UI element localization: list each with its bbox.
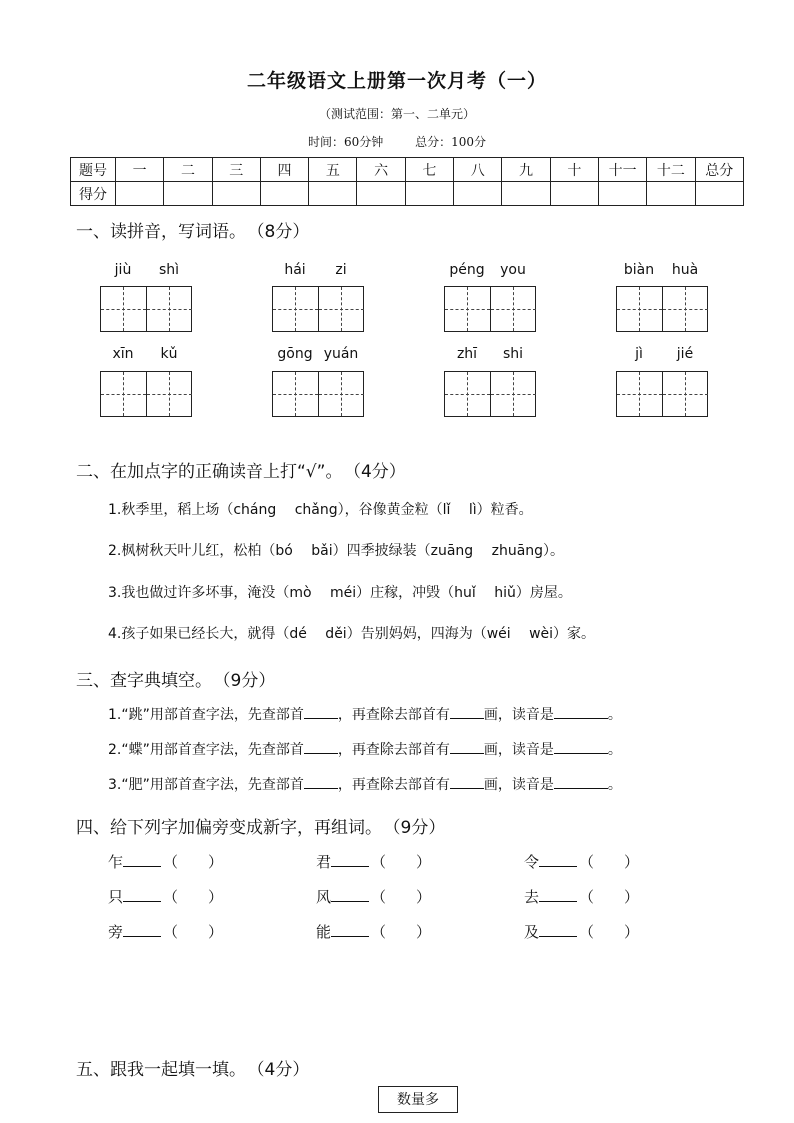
- base-character: 令: [524, 853, 540, 871]
- section-3-heading: [76, 666, 275, 691]
- character-writing-grid[interactable]: [444, 286, 536, 332]
- total-score-label: 总分：100分: [415, 135, 486, 149]
- new-character-blank[interactable]: [331, 922, 369, 937]
- word-answer-parens[interactable]: （ ）: [579, 923, 640, 941]
- pinyin-syllable: yuán: [323, 346, 359, 362]
- writing-cell[interactable]: [319, 372, 364, 416]
- score-cell: 一: [116, 158, 164, 182]
- character-writing-grid[interactable]: [272, 286, 364, 332]
- stroke-count-blank[interactable]: [450, 739, 484, 754]
- new-character-blank[interactable]: [123, 852, 161, 867]
- new-character-blank[interactable]: [539, 852, 577, 867]
- guide-line: [319, 394, 364, 395]
- section-5-title: 五、跟我一起填一填。: [76, 1060, 246, 1080]
- question-text: 。: [607, 742, 622, 758]
- score-cell: 四: [260, 158, 308, 182]
- writing-cell[interactable]: [319, 287, 364, 331]
- base-character: 乍: [108, 853, 124, 871]
- stroke-count-blank[interactable]: [450, 774, 484, 789]
- quantity-box-label: 数量多: [378, 1086, 458, 1113]
- base-character: 及: [524, 923, 540, 941]
- writing-cell[interactable]: [273, 287, 319, 331]
- guide-line: [663, 309, 708, 310]
- pinyin-syllable: kǔ: [160, 346, 178, 362]
- score-cell: 十: [550, 158, 598, 182]
- writing-cell[interactable]: [147, 372, 192, 416]
- section-1-points: （8分）: [256, 222, 310, 242]
- score-input-cell[interactable]: [116, 182, 164, 206]
- section-2-points: （4分）: [352, 462, 406, 482]
- question-text: 画，读音是: [483, 742, 554, 758]
- new-character-blank[interactable]: [123, 922, 161, 937]
- guide-line: [273, 309, 318, 310]
- score-cell: 三: [212, 158, 260, 182]
- score-input-cell[interactable]: [695, 182, 743, 206]
- radical-item: [524, 851, 639, 872]
- writing-cell[interactable]: [491, 287, 536, 331]
- section-3-title: 三、查字典填空。: [76, 671, 212, 691]
- guide-line: [491, 394, 536, 395]
- question-text: 画，读音是: [483, 707, 554, 723]
- exam-meta: [0, 133, 794, 150]
- radical-item: [108, 921, 223, 942]
- radical-blank[interactable]: [304, 774, 338, 789]
- pinyin-syllable: xīn: [112, 346, 134, 362]
- score-input-cell[interactable]: [502, 182, 550, 206]
- score-cell: 八: [454, 158, 502, 182]
- new-character-blank[interactable]: [331, 887, 369, 902]
- radical-item: [524, 921, 639, 942]
- score-input-cell[interactable]: [454, 182, 502, 206]
- score-input-cell[interactable]: [164, 182, 212, 206]
- guide-line: [445, 309, 490, 310]
- guide-line: [273, 394, 318, 395]
- score-cell: 六: [357, 158, 405, 182]
- section-1-heading: [76, 217, 309, 242]
- pronunciation-question[interactable]: 1.秋季里，稻上场（cháng chǎng），谷像黄金粒（lǐ lì）粒香。: [108, 502, 533, 518]
- writing-cell[interactable]: [101, 372, 147, 416]
- question-text: 。: [607, 777, 622, 793]
- score-cell: 五: [309, 158, 357, 182]
- writing-cell[interactable]: [101, 287, 147, 331]
- section-5-points: （4分）: [256, 1060, 310, 1080]
- pronunciation-question[interactable]: 3.我也做过许多坏事，淹没（mò méi）庄稼，冲毁（huǐ hiǔ）房屋。: [108, 585, 572, 601]
- score-cell: 九: [502, 158, 550, 182]
- score-input-cell[interactable]: [405, 182, 453, 206]
- score-table-score-row: [71, 182, 744, 206]
- score-table: [70, 157, 744, 206]
- word-answer-parens[interactable]: （ ）: [371, 888, 432, 906]
- guide-line: [491, 309, 536, 310]
- pinyin-syllable: jì: [635, 346, 643, 362]
- base-character: 只: [108, 888, 124, 906]
- character-writing-grid[interactable]: [100, 371, 192, 417]
- pinyin-word: [272, 346, 364, 364]
- new-character-blank[interactable]: [539, 922, 577, 937]
- pinyin-syllable: jié: [676, 346, 694, 362]
- score-cell: 十二: [647, 158, 695, 182]
- score-cell: 十一: [598, 158, 646, 182]
- writing-cell[interactable]: [147, 287, 192, 331]
- guide-line: [319, 309, 364, 310]
- question-number: 3.: [108, 777, 122, 793]
- character-writing-grid[interactable]: [272, 371, 364, 417]
- score-cell: 二: [164, 158, 212, 182]
- question-text: 画，读音是: [483, 777, 554, 793]
- guide-line: [445, 394, 490, 395]
- pinyin-syllable: zhī: [456, 346, 478, 362]
- pinyin-word: [100, 346, 192, 364]
- radical-item: [316, 851, 431, 872]
- pinyin-syllable: huà: [671, 262, 699, 278]
- question-character: “跳”: [121, 707, 150, 723]
- dictionary-question: [108, 774, 622, 794]
- radical-item: [108, 886, 223, 907]
- score-input-cell[interactable]: [550, 182, 598, 206]
- pinyin-syllable: gōng: [277, 346, 313, 362]
- base-character: 君: [316, 853, 332, 871]
- section-2-title: 二、在加点字的正确读音上打“√”。: [76, 462, 343, 482]
- question-text: 用部首查字法，先查部首: [149, 742, 304, 758]
- character-writing-grid[interactable]: [616, 286, 708, 332]
- pinyin-syllable: jiù: [114, 262, 132, 278]
- guide-line: [617, 394, 662, 395]
- question-text: 用部首查字法，先查部首: [149, 777, 304, 793]
- pinyin-word: [100, 262, 192, 280]
- radical-blank[interactable]: [304, 739, 338, 754]
- question-number: 2.: [108, 742, 122, 758]
- question-text: 用部首查字法，先查部首: [149, 707, 304, 723]
- dictionary-question: [108, 704, 622, 724]
- guide-line: [147, 394, 192, 395]
- pronunciation-blank[interactable]: [554, 774, 608, 789]
- pinyin-syllable: zi: [335, 262, 347, 278]
- base-character: 能: [316, 923, 332, 941]
- pinyin-syllable: shi: [502, 346, 524, 362]
- section-3-points: （9分）: [222, 671, 276, 691]
- pronunciation-question[interactable]: 2.枫树秋天叶儿红，松柏（bó bǎi）四季披绿装（zuāng zhuāng）。: [108, 543, 565, 559]
- radical-item: [524, 886, 639, 907]
- pinyin-word: [444, 346, 536, 364]
- word-answer-parens[interactable]: （ ）: [163, 888, 224, 906]
- section-4-title: 四、给下列字加偏旁变成新字，再组词。: [76, 818, 382, 838]
- score-cell: 七: [405, 158, 453, 182]
- writing-cell[interactable]: [445, 372, 491, 416]
- pinyin-syllable: hái: [284, 262, 306, 278]
- pronunciation-question[interactable]: 4.孩子如果已经长大，就得（dé děi）告别妈妈，四海为（wéi wèi）家。: [108, 626, 596, 642]
- word-answer-parens[interactable]: （ ）: [163, 923, 224, 941]
- score-input-cell[interactable]: [212, 182, 260, 206]
- writing-cell[interactable]: [445, 287, 491, 331]
- pinyin-syllable: shì: [158, 262, 180, 278]
- writing-cell[interactable]: [663, 287, 708, 331]
- score-input-cell[interactable]: [598, 182, 646, 206]
- radical-item: [316, 886, 431, 907]
- character-writing-grid[interactable]: [444, 371, 536, 417]
- base-character: 风: [316, 888, 332, 906]
- guide-line: [101, 394, 146, 395]
- pronunciation-blank[interactable]: [554, 704, 608, 719]
- writing-cell[interactable]: [617, 287, 663, 331]
- score-input-cell[interactable]: [309, 182, 357, 206]
- word-answer-parens[interactable]: （ ）: [163, 853, 224, 871]
- pinyin-word: [616, 346, 708, 364]
- pinyin-syllable: péng: [449, 262, 485, 278]
- section-1-title: 一、读拼音，写词语。: [76, 222, 246, 242]
- score-input-cell[interactable]: [357, 182, 405, 206]
- section-2-heading: [76, 457, 406, 482]
- writing-cell[interactable]: [491, 372, 536, 416]
- base-character: 去: [524, 888, 540, 906]
- guide-line: [617, 309, 662, 310]
- word-answer-parens[interactable]: （ ）: [371, 853, 432, 871]
- question-text: ，再查除去部首有: [337, 777, 450, 793]
- score-cell: 总分: [695, 158, 743, 182]
- new-character-blank[interactable]: [331, 852, 369, 867]
- score-input-cell[interactable]: [260, 182, 308, 206]
- writing-cell[interactable]: [617, 372, 663, 416]
- question-text: ，再查除去部首有: [337, 742, 450, 758]
- radical-item: [108, 851, 223, 872]
- pinyin-syllable: you: [500, 262, 526, 278]
- writing-cell[interactable]: [663, 372, 708, 416]
- radical-blank[interactable]: [304, 704, 338, 719]
- page-title: 二年级语文上册第一次月考（一）: [246, 70, 547, 92]
- time-label: 时间：60分钟: [307, 135, 384, 149]
- pinyin-word: [444, 262, 536, 280]
- pinyin-word: [616, 262, 708, 280]
- character-writing-grid[interactable]: [100, 286, 192, 332]
- new-character-blank[interactable]: [539, 887, 577, 902]
- score-input-cell[interactable]: [647, 182, 695, 206]
- score-table-header-row: [71, 158, 744, 182]
- score-row-label: 得分: [71, 182, 116, 206]
- section-4-points: （9分）: [392, 818, 446, 838]
- guide-line: [663, 394, 708, 395]
- guide-line: [101, 309, 146, 310]
- question-text: 。: [607, 707, 622, 723]
- word-answer-parens[interactable]: （ ）: [371, 923, 432, 941]
- stroke-count-blank[interactable]: [450, 704, 484, 719]
- pinyin-word: [272, 262, 364, 280]
- word-answer-parens[interactable]: （ ）: [579, 853, 640, 871]
- question-text: ，再查除去部首有: [337, 707, 450, 723]
- dictionary-question: [108, 739, 622, 759]
- writing-cell[interactable]: [273, 372, 319, 416]
- section-5-heading: [76, 1055, 309, 1080]
- question-character: “肥”: [121, 777, 150, 793]
- guide-line: [147, 309, 192, 310]
- pronunciation-blank[interactable]: [554, 739, 608, 754]
- score-cell: 题号: [71, 158, 116, 182]
- radical-item: [316, 921, 431, 942]
- word-answer-parens[interactable]: （ ）: [579, 888, 640, 906]
- question-number: 1.: [108, 707, 122, 723]
- pinyin-syllable: biàn: [623, 262, 655, 278]
- test-scope: （测试范围：第一、二单元）: [318, 107, 475, 121]
- question-character: “蝶”: [121, 742, 150, 758]
- section-4-heading: [76, 813, 445, 838]
- character-writing-grid[interactable]: [616, 371, 708, 417]
- new-character-blank[interactable]: [123, 887, 161, 902]
- base-character: 旁: [108, 923, 124, 941]
